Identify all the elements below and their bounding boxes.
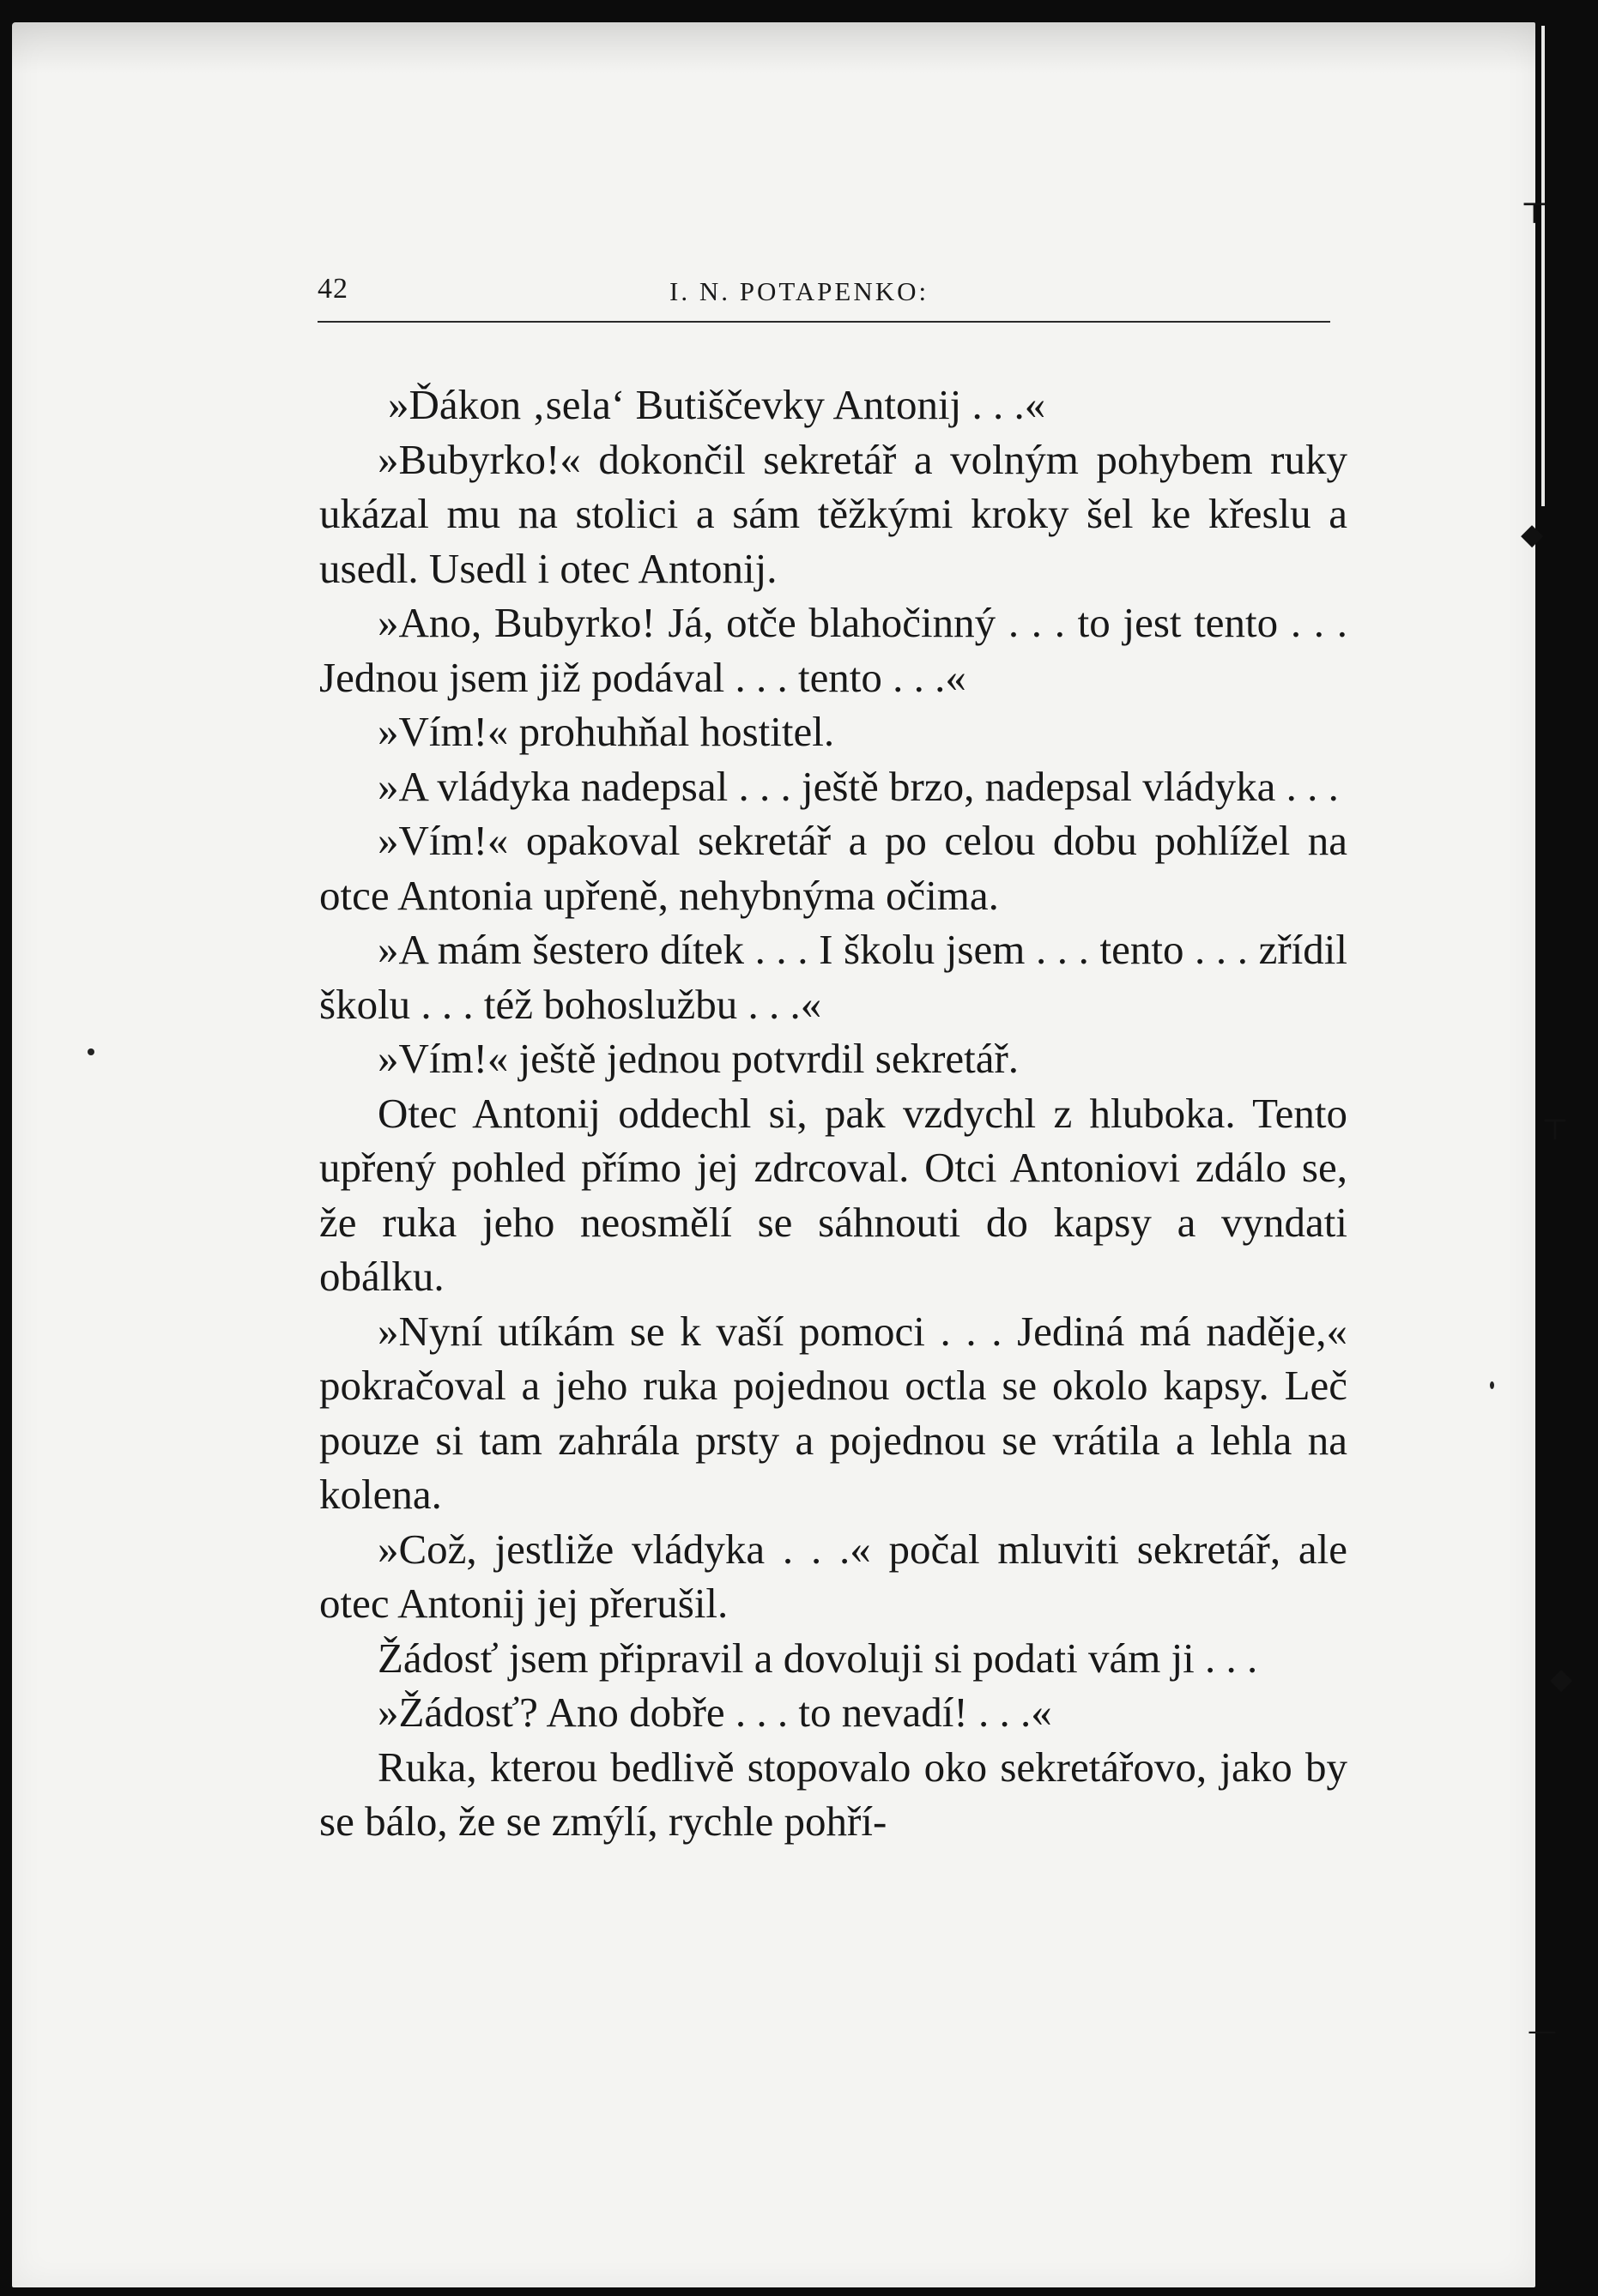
paragraph: »Vím!« ještě jednou potvrdil sekretář. (378, 1035, 1020, 1082)
margin-mark: ◆ (1550, 1662, 1573, 1696)
paragraph: »Nyní utíkám se k vaší pomoci . . . Jediná má naděje,« pokračoval a jeho ruka pojednou octla se okolo kapsy. Leč pouze si tam zahrála prsty a pojednou se vrátila a lehla na kolena. (319, 1307, 1347, 1518)
paragraph: »Vím!« opakoval sekretář a po celou dobu pohlížel na otce Antonia upřeně, nehybnýma očima. (319, 817, 1347, 919)
paragraph: Ruka, kterou bedlivě stopovalo oko sekretářovo, jako by se bálo, že se zmýlí, rychle pohří- (319, 1743, 1347, 1845)
margin-mark: — (1528, 2014, 1557, 2048)
margin-mark: ⊤ (1541, 1113, 1569, 1147)
paragraph: »Ďákon ‚sela‘ Butiščevky Antonij . . .« (388, 381, 1046, 428)
running-head (318, 273, 1330, 324)
paragraph: »A mám šestero dítek . . . I školu jsem . . . tento . . . zřídil školu . . . též bohoslužbu . . .« (319, 926, 1347, 1028)
body-text (319, 378, 1347, 1849)
paragraph: »Vím!« prohuhňal hostitel. (378, 708, 835, 755)
paragraph: »Žádosť? Ano dobře . . . to nevadí! . . .« (378, 1689, 1052, 1736)
page-edge-line (1541, 26, 1545, 506)
paragraph: »Bubyrko!« dokončil sekretář a volným pohybem ruky ukázal mu na stolici a sám těžkými kroky šel ke křeslu a usedl. Usedl i otec Antonij. (319, 435, 1347, 592)
paragraph: Žádosť jsem připravil a dovoluji si podati vám ji . . . (378, 1634, 1258, 1682)
paragraph: »Ano, Bubyrko! Já, otče blahočinný . . . to jest tento . . . Jednou jsem již podával . . . tento . . .« (319, 599, 1347, 701)
ink-speck (1490, 1381, 1494, 1389)
ink-speck (88, 1048, 94, 1055)
margin-mark: ◆ (1521, 517, 1544, 552)
paragraph: »Což, jestliže vládyka . . .« počal mluviti sekretář, ale otec Antonij jej přerušil. (319, 1525, 1347, 1627)
margin-mark: ⊤ (1521, 196, 1548, 231)
running-title: I. N. POTAPENKO: (669, 276, 929, 306)
page-number: 42 (318, 273, 348, 305)
header-rule (318, 321, 1330, 323)
paragraph: »A vládyka nadepsal . . . ještě brzo, nadepsal vládyka . . . (378, 762, 1339, 810)
paragraph: Otec Antonij oddechl si, pak vzdychl z hluboka. Tento upřený pohled přímo jej zdrcoval. Otci Antoniovi zdálo se, že ruka jeho neosmělí se sáhnouti do kapsy a vyndati obálku. (319, 1089, 1347, 1300)
